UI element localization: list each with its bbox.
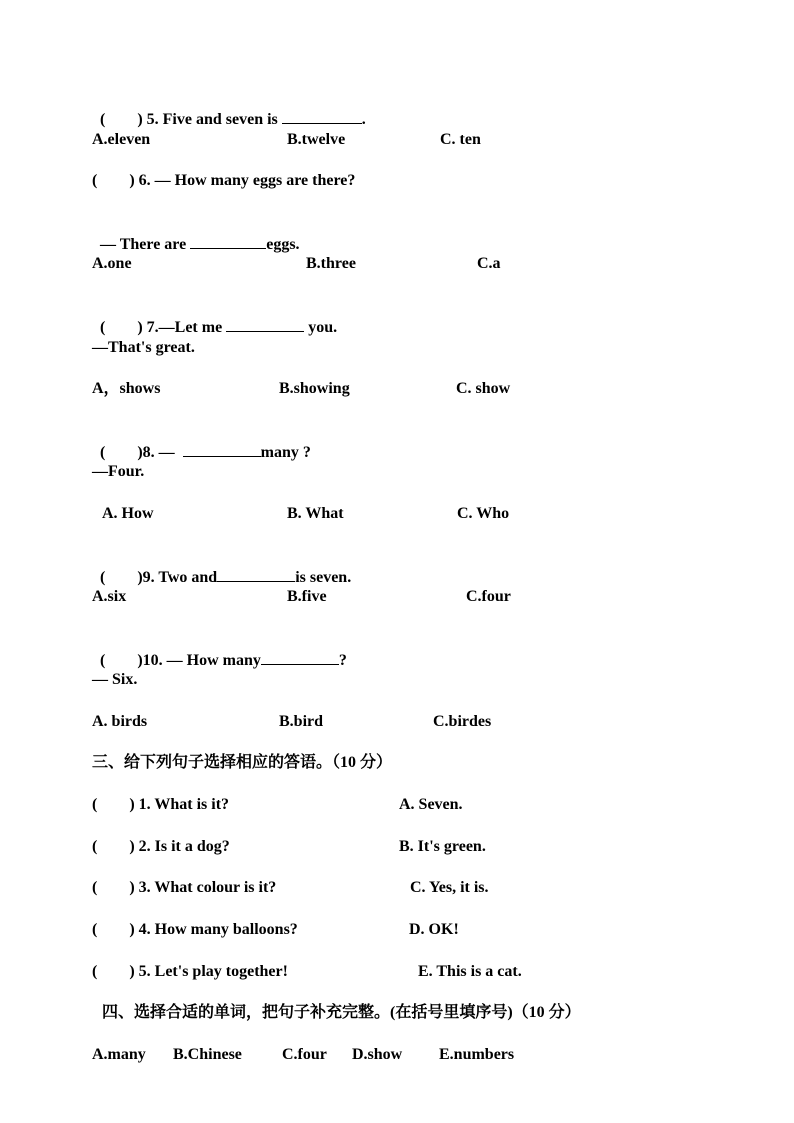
option-b: B.three xyxy=(306,255,356,272)
question-5: ( ) 5. Five and seven is . xyxy=(92,88,366,130)
option-c: C. ten xyxy=(440,131,481,148)
matching-question: ( ) 2. Is it a dog? xyxy=(92,838,230,855)
matching-question: ( ) 3. What colour is it? xyxy=(92,879,277,896)
question-9: ( )9. Two and is seven. xyxy=(92,546,351,588)
matching-question: ( ) 5. Let's play together! xyxy=(92,963,288,980)
option-a: A. How xyxy=(102,505,154,522)
answer-blank xyxy=(190,233,266,249)
word-option: B.Chinese xyxy=(173,1046,242,1063)
matching-answer: D. OK! xyxy=(409,921,459,938)
matching-question: ( ) 1. What is it? xyxy=(92,796,230,813)
matching-answer: A. Seven. xyxy=(399,796,463,813)
answer-blank xyxy=(261,649,339,665)
option-c: C. show xyxy=(456,380,511,397)
question-10: ( )10. — How many ? xyxy=(92,629,347,671)
word-option: D.show xyxy=(352,1046,403,1063)
question-10-reply: — Six. xyxy=(92,671,138,688)
option-c: C.four xyxy=(466,588,511,605)
question-8: ( )8. — many ? xyxy=(92,421,311,463)
answer-blank xyxy=(282,108,362,124)
option-a: A，shows xyxy=(92,380,161,397)
matching-question: ( ) 4. How many balloons? xyxy=(92,921,298,938)
question-7: ( ) 7.—Let me you. xyxy=(92,296,337,338)
question-6: ( ) 6. — How many eggs are there? xyxy=(92,172,356,189)
word-option: E.numbers xyxy=(439,1046,515,1063)
option-a: A.eleven xyxy=(92,131,151,148)
option-a: A.one xyxy=(92,255,132,272)
matching-answer: B. It's green. xyxy=(399,838,486,855)
section-3-heading: 三、给下列句子选择相应的答语。（10 分） xyxy=(92,754,393,771)
option-b: B. What xyxy=(287,505,344,522)
answer-blank xyxy=(217,566,295,582)
question-7-reply: —That's great. xyxy=(92,339,195,356)
section-4-heading: 四、选择合适的单词，把句子补充完整。(在括号里填序号)（10 分） xyxy=(102,1004,581,1021)
option-c: C.a xyxy=(477,255,501,272)
option-a: A.six xyxy=(92,588,127,605)
option-c: C.birdes xyxy=(433,713,492,730)
option-c: C. Who xyxy=(457,505,510,522)
option-b: B.five xyxy=(287,588,327,605)
answer-blank xyxy=(183,441,261,457)
option-b: B.bird xyxy=(279,713,324,730)
option-b: B.twelve xyxy=(287,131,346,148)
matching-answer: C. Yes, it is. xyxy=(410,879,489,896)
matching-answer: E. This is a cat. xyxy=(418,963,522,980)
word-option: A.many xyxy=(92,1046,146,1063)
question-8-reply: —Four. xyxy=(92,463,145,480)
word-option: C.four xyxy=(282,1046,327,1063)
question-6-answer-line: — There are eggs. xyxy=(92,213,300,255)
option-b: B.showing xyxy=(279,380,350,397)
answer-blank xyxy=(226,316,304,332)
option-a: A. birds xyxy=(92,713,148,730)
